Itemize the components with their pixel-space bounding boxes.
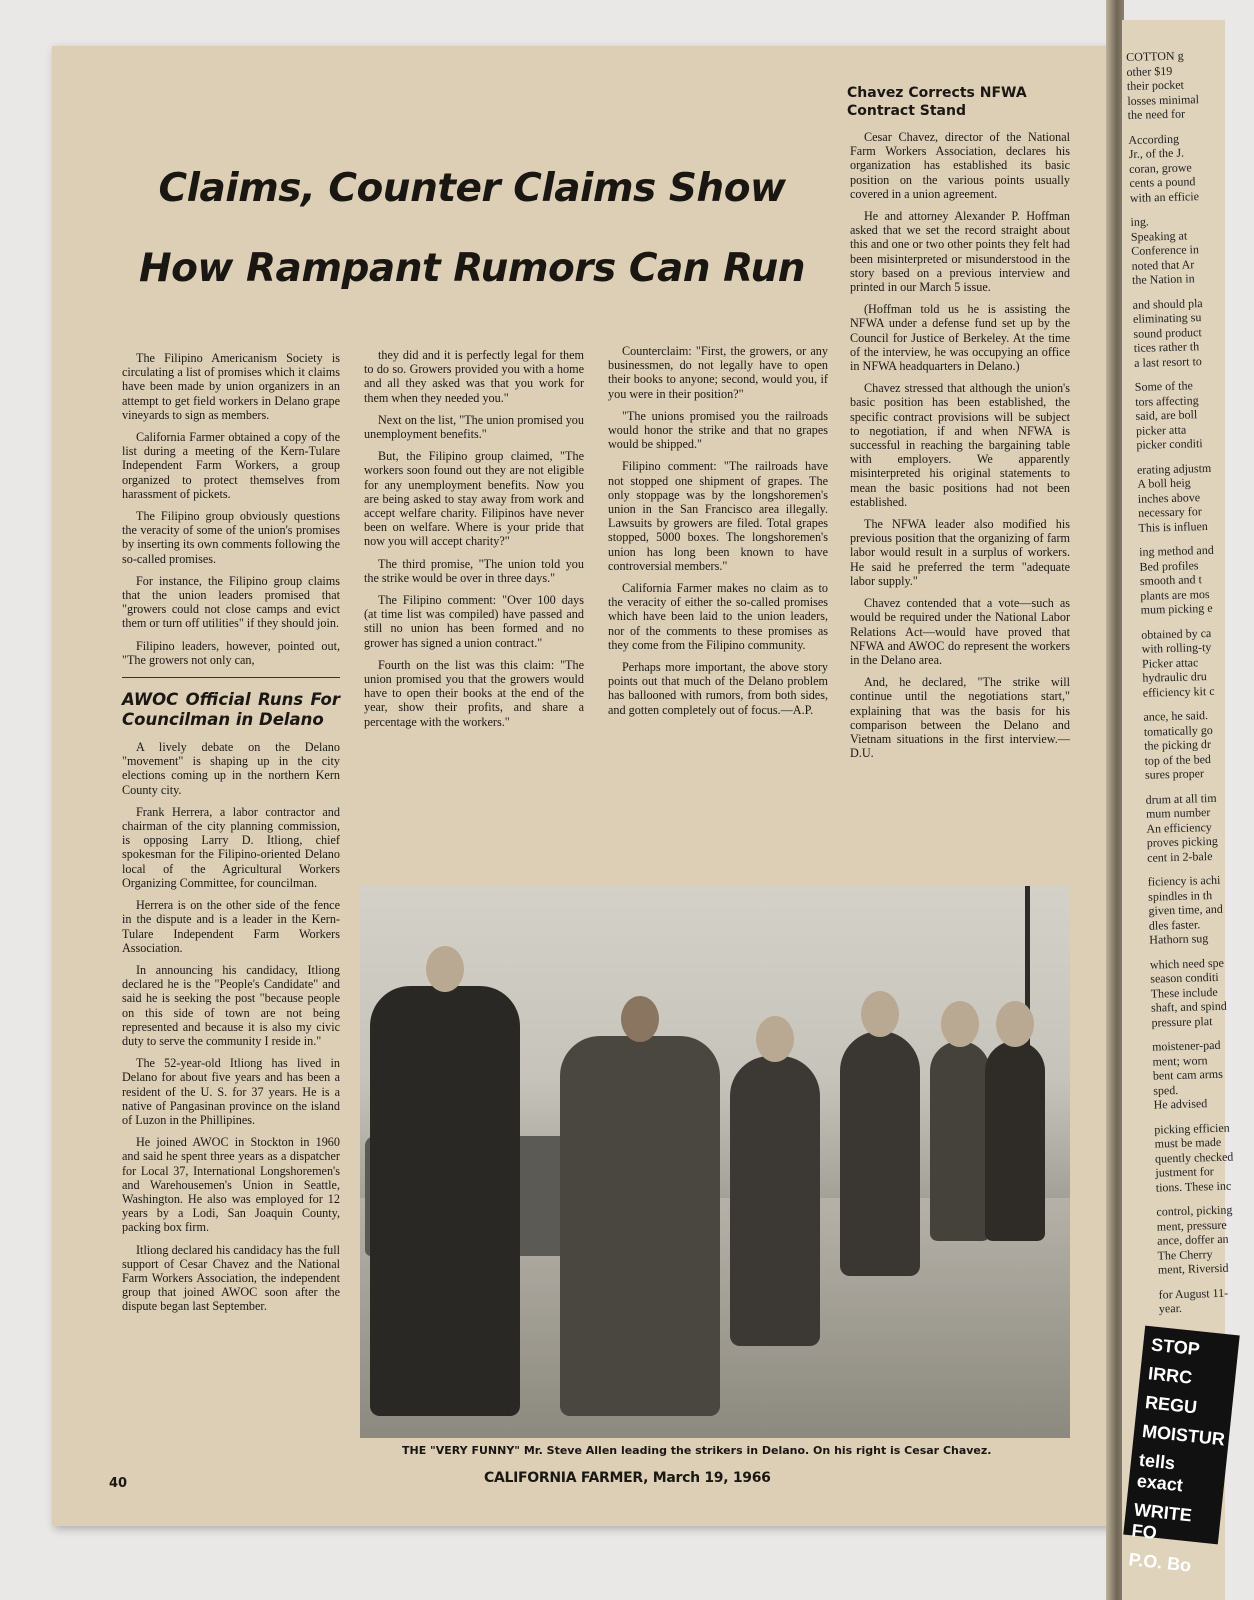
- adjacent-text-line: the Nation in: [1131, 271, 1195, 287]
- adjacent-text-line: proves picking: [1146, 833, 1218, 850]
- column-2: [364, 348, 584, 737]
- adjacent-text-line: mum picking e: [1140, 600, 1213, 617]
- chavez-p0: Cesar Chavez, director of the National Farm Workers Association, declares his organization has established its basic position on the various points usually covered in a union agreement.: [850, 130, 1070, 201]
- chavez-p6: And, he declared, "The strike will continue until the negotiations start," explaining that was the basis for his comparison between the Delano and Vietnam situations in the first interview.—D.U.: [850, 675, 1070, 761]
- col2-p4: The Filipino comment: "Over 100 days (at time list was compiled) have passed and still no union has been formed and no grower has signed a union contract.": [364, 593, 584, 650]
- col2-p5: Fourth on the list was this claim: "The union promised you that the growers would have to open their books at the end of the year, show their profits, and share a percentage with the workers.": [364, 657, 584, 729]
- awoc-p5: He joined AWOC in Stockton in 1960 and said he spent three years as a dispatcher for Local 37, International Longshoremen's and Warehousemen's Union in Seattle, Washington. He also was employed for 12 years by a Lodi, San Joaquin County, packing box firm.: [122, 1135, 340, 1235]
- col2-p2: But, the Filipino group claimed, "The workers soon found out they are not eligible for any unemployment benefits. Now you are being asked to stay away from work and accept welfare charity. Filipinos have never been on welfare. Where is your pride that now you will accept charity?": [364, 449, 584, 549]
- adjacent-text-line: given time, and: [1148, 901, 1224, 918]
- adjacent-text-line: obtained by ca: [1141, 625, 1212, 642]
- column-4: [850, 130, 1070, 768]
- adjacent-text-line: eliminating su: [1132, 310, 1202, 326]
- adjacent-text-line: and should pla: [1132, 295, 1203, 312]
- adjacent-text-line: hydraulic dru: [1142, 669, 1207, 685]
- col3-p4: Perhaps more important, the above story points out that much of the Delano problem has ballooned with rumors, from both sides, and gotten completely out of focus.—A.P.: [608, 660, 828, 717]
- adjacent-text-line: ing.: [1130, 214, 1150, 229]
- photo-figure-marcher: [930, 1041, 990, 1241]
- adjacent-text-line: control, picking: [1156, 1202, 1233, 1219]
- adjacent-text-line: tomatically go: [1143, 722, 1213, 739]
- adjacent-ad-text: REGU: [1144, 1392, 1199, 1418]
- awoc-p1: Frank Herrera, a labor contractor and chairman of the city planning commission, is opposing Larry D. Itliong, chief spokesman for the Filipino-oriented Delano local of the Agricultural Workers Organizing Committee, for councilman.: [122, 804, 340, 890]
- adjacent-text-line: other $19: [1126, 63, 1173, 79]
- page-number: 40: [109, 1476, 128, 1491]
- adjacent-text-line: coran, growe: [1128, 159, 1192, 176]
- col3-p2: Filipino comment: "The railroads have not stopped one shipment of grapes. The only stoppage was by the longshoremen's union in the San Francisco area illegally. Lawsuits by growers are filed. Total grapes stopped, 5000 boxes. The longshoremen's union has long been known to have controversial members.": [608, 459, 828, 573]
- adjacent-text-line: ment, pressure: [1156, 1217, 1227, 1234]
- adjacent-text-line: sures proper: [1144, 766, 1205, 782]
- page-footer: CALIFORNIA FARMER, March 19, 1966: [484, 1470, 771, 1486]
- adjacent-text-line: picker atta: [1135, 422, 1187, 438]
- adjacent-ad-text: IRRC: [1147, 1363, 1194, 1388]
- col1-p0: The Filipino Americanism Society is circulating a list of promises which it claims have been made by union organizers in an attempt to get field workers in Delano grape vineyards to sign as members.: [122, 351, 340, 422]
- column-1: [122, 351, 340, 1322]
- headline-line-2: How Rampant Rumors Can Run: [138, 246, 806, 291]
- adjacent-text-line: their pocket: [1126, 77, 1185, 93]
- adjacent-text-line: ment; worn: [1152, 1052, 1208, 1069]
- col2-p1: Next on the list, "The union promised you unemployment benefits.": [364, 412, 584, 442]
- adjacent-page-ad: [1123, 1326, 1239, 1576]
- adjacent-text-line: drum at all tim: [1145, 790, 1217, 807]
- awoc-heading: AWOC Official Runs For Councilman in Delano: [122, 677, 340, 730]
- adjacent-text-line: picker conditi: [1136, 436, 1203, 452]
- adjacent-text-line: with an efficie: [1129, 188, 1200, 205]
- adjacent-text-line: These include: [1150, 984, 1218, 1001]
- adjacent-text-line: Conference in: [1131, 242, 1200, 258]
- col1-p1: California Farmer obtained a copy of the list during a meeting of the Kern-Tulare Independent Farm Workers, a group organized to protect themselves from harassment of pickets.: [122, 430, 340, 501]
- magazine-page: [52, 46, 1127, 1526]
- headline-line-1: Claims, Counter Claims Show: [158, 166, 786, 211]
- adjacent-text-line: justment for: [1155, 1164, 1214, 1180]
- adjacent-text-line: An efficiency: [1146, 819, 1212, 836]
- adjacent-text-line: He advised: [1153, 1096, 1208, 1112]
- adjacent-text-line: bent cam arms: [1152, 1066, 1224, 1083]
- adjacent-text-line: quently checked: [1154, 1149, 1234, 1166]
- adjacent-text-line: Bed profiles: [1139, 557, 1199, 574]
- adjacent-text-line: for August 11-: [1158, 1285, 1229, 1302]
- adjacent-text-line: This is influen: [1138, 518, 1208, 535]
- adjacent-text-line: noted that Ar: [1131, 256, 1195, 273]
- adjacent-text-line: mum number: [1145, 805, 1211, 821]
- adjacent-text-line: Picker attac: [1141, 654, 1199, 671]
- adjacent-text-line: ment, Riversid: [1157, 1260, 1229, 1277]
- adjacent-text-line: which need spe: [1149, 955, 1225, 972]
- col2-p3: The third promise, "The union told you the strike would be over in three days.": [364, 556, 584, 585]
- awoc-p0: A lively debate on the Delano "movement" is shaping up in the city elections coming up in the northern Kern County city.: [122, 740, 340, 797]
- adjacent-text-line: tices rather th: [1133, 339, 1200, 355]
- adjacent-text-line: ficiency is achi: [1147, 872, 1221, 889]
- adjacent-text-line: must be made: [1154, 1134, 1222, 1151]
- photo-caption: THE "VERY FUNNY" Mr. Steve Allen leading the strikers in Delano. On his right is Cesar Chavez.: [402, 1444, 992, 1457]
- adjacent-text-line: the picking dr: [1144, 737, 1212, 753]
- adjacent-text-line: necessary for: [1137, 504, 1202, 520]
- chavez-p2: (Hoffman told us he is assisting the NFWA under a defense fund set up by the Council for Justice of Berkeley. At the time of the interview, he was occupying an office in NFWA headquarters in Delano.): [850, 302, 1070, 374]
- awoc-p6: Itliong declared his candidacy has the full support of Cesar Chavez and the National Farm Workers Association, the independent group that joined AWOC soon after the dispute began last September.: [122, 1242, 340, 1314]
- adjacent-text-line: plants are mos: [1140, 586, 1210, 603]
- awoc-p2: Herrera is on the other side of the fence in the dispute and is a leader in the Kern-Tulare Independent Farm Workers Association.: [122, 898, 340, 955]
- adjacent-text-line: COTTON g: [1126, 48, 1184, 64]
- adjacent-text-line: picking efficien: [1154, 1120, 1230, 1137]
- adjacent-text-line: smooth and t: [1139, 572, 1203, 588]
- chavez-p1: He and attorney Alexander P. Hoffman asked that we set the record straight about this and one or two other points they felt had been misinterpreted or misunderstood in the story based on a previous interview and printed in our March 5 issue.: [850, 209, 1070, 295]
- adjacent-text-line: Hathorn sug: [1149, 931, 1209, 947]
- adjacent-page-text: [1126, 48, 1254, 1317]
- awoc-body: [122, 740, 340, 1314]
- adjacent-text-line: moistener-pad: [1151, 1037, 1221, 1054]
- adjacent-text-line: with rolling-ty: [1141, 639, 1212, 656]
- adjacent-text-line: A boll heig: [1137, 475, 1191, 491]
- awoc-p4: The 52-year-old Itliong has lived in Delano for about five years and has been a resident of the U. S. for 37 years. He is a native of Pangasinan province on the island of Luzon in the Phillipines.: [122, 1056, 340, 1127]
- col2-p0: they did and it is perfectly legal for them to do so. Growers provided you with a home and all they asked was that you work for them when they needed you.": [364, 348, 584, 405]
- adjacent-text-line: pressure plat: [1151, 1013, 1213, 1030]
- photo-figure-cesar-chavez: [560, 1036, 720, 1416]
- adjacent-text-line: a last resort to: [1133, 353, 1202, 370]
- photo-figure-marcher: [730, 1056, 820, 1346]
- adjacent-text-line: Jr., of the J.: [1128, 145, 1185, 161]
- adjacent-text-line: spindles in th: [1147, 887, 1213, 904]
- adjacent-page: [1122, 20, 1234, 1600]
- adjacent-text-line: said, are boll: [1135, 407, 1198, 423]
- adjacent-ad-text: tells exact: [1135, 1449, 1184, 1496]
- col1-p2: The Filipino group obviously questions the veracity of some of the union's promises by inserting its own comments following the so-called promises.: [122, 509, 341, 566]
- adjacent-ad-text: WRITE FO: [1130, 1499, 1193, 1543]
- col3-p1: "The unions promised you the railroads would honor the strike and that no grapes would be shipped.": [608, 408, 828, 452]
- adjacent-text-line: year.: [1158, 1300, 1183, 1316]
- adjacent-text-line: shaft, and spind: [1150, 998, 1227, 1015]
- chavez-p4: The NFWA leader also modified his previous position that the organizing of farm labor would result in a surplus of workers. He said he preferred the term "adequate labor supply.": [850, 517, 1070, 588]
- photo-figure-steve-allen: [370, 986, 520, 1416]
- adjacent-text-line: ing method and: [1138, 542, 1214, 559]
- adjacent-text-line: sound product: [1133, 324, 1202, 341]
- adjacent-text-line: cent in 2-bale: [1146, 848, 1213, 865]
- col1-p3: For instance, the Filipino group claims that the union leaders promised that "growers could not close camps and evict them or turn off utilities" if they should join.: [122, 573, 340, 631]
- awoc-p3: In announcing his candidacy, Itliong declared he is the "People's Candidate" and said he is seeking the post "because people on this side of town are not being represented and because it is also my civic duty to serve the community I reside in.": [122, 962, 340, 1048]
- col3-p0: Counterclaim: "First, the growers, or any businessmen, do not legally have to open their books to anyone; second, would you, if you were in their position?": [608, 344, 828, 401]
- adjacent-text-line: the need for: [1127, 106, 1186, 122]
- adjacent-text-line: tions. These inc: [1155, 1178, 1232, 1195]
- adjacent-text-line: cents a pound: [1129, 174, 1196, 190]
- adjacent-text-line: The Cherry: [1157, 1246, 1213, 1263]
- adjacent-text-line: efficiency kit c: [1142, 683, 1215, 700]
- adjacent-text-line: ance, he said.: [1143, 708, 1209, 724]
- adjacent-text-line: Some of the: [1134, 378, 1193, 394]
- column-1-body: [122, 351, 340, 667]
- adjacent-ad-text: P.O. Bo: [1127, 1549, 1193, 1576]
- adjacent-text-line: top of the bed: [1144, 751, 1212, 768]
- adjacent-text-line: inches above: [1137, 489, 1201, 506]
- adjacent-text-line: tors affecting: [1135, 392, 1199, 409]
- adjacent-text-line: sped.: [1153, 1082, 1179, 1098]
- photo-figure-marcher: [985, 1041, 1045, 1241]
- photo-figure-marcher: [840, 1031, 920, 1276]
- col3-p3: California Farmer makes no claim as to the veracity of either the so-called promises which have been laid to the union leaders, nor of the comments to these promises as they come from the Filipino community.: [608, 581, 828, 652]
- adjacent-text-line: Speaking at: [1130, 227, 1188, 244]
- chavez-heading: Chavez Corrects NFWA Contract Stand: [847, 85, 1027, 119]
- adjacent-text-line: losses minimal: [1127, 91, 1200, 108]
- chavez-p5: Chavez contended that a vote—such as would be required under the National Labor Relations Act—would have proved that NFWA and AWOC do represent the workers in the Delano area.: [850, 596, 1070, 667]
- chavez-p3: Chavez stressed that although the union's basic position has been established, the specific contract provisions will be subject to negotiation, if and when NFWA is successful in reaching the bargaining table with employers. We apparently misinterpreted his original statements to mean the basic positions had not been established.: [850, 381, 1070, 509]
- adjacent-text-line: erating adjustm: [1136, 460, 1212, 477]
- adjacent-ad-text: STOP: [1150, 1334, 1201, 1360]
- adjacent-text-line: According: [1128, 131, 1180, 147]
- adjacent-text-line: dles faster.: [1148, 916, 1201, 933]
- column-3: [608, 344, 828, 725]
- adjacent-text-line: ance, doffer an: [1156, 1231, 1229, 1248]
- col1-p4: Filipino leaders, however, pointed out, "The growers not only can,: [122, 638, 340, 667]
- adjacent-text-line: season conditi: [1150, 969, 1219, 986]
- strikers-photo: [360, 886, 1070, 1438]
- adjacent-ad-text: MOISTUR: [1141, 1420, 1226, 1450]
